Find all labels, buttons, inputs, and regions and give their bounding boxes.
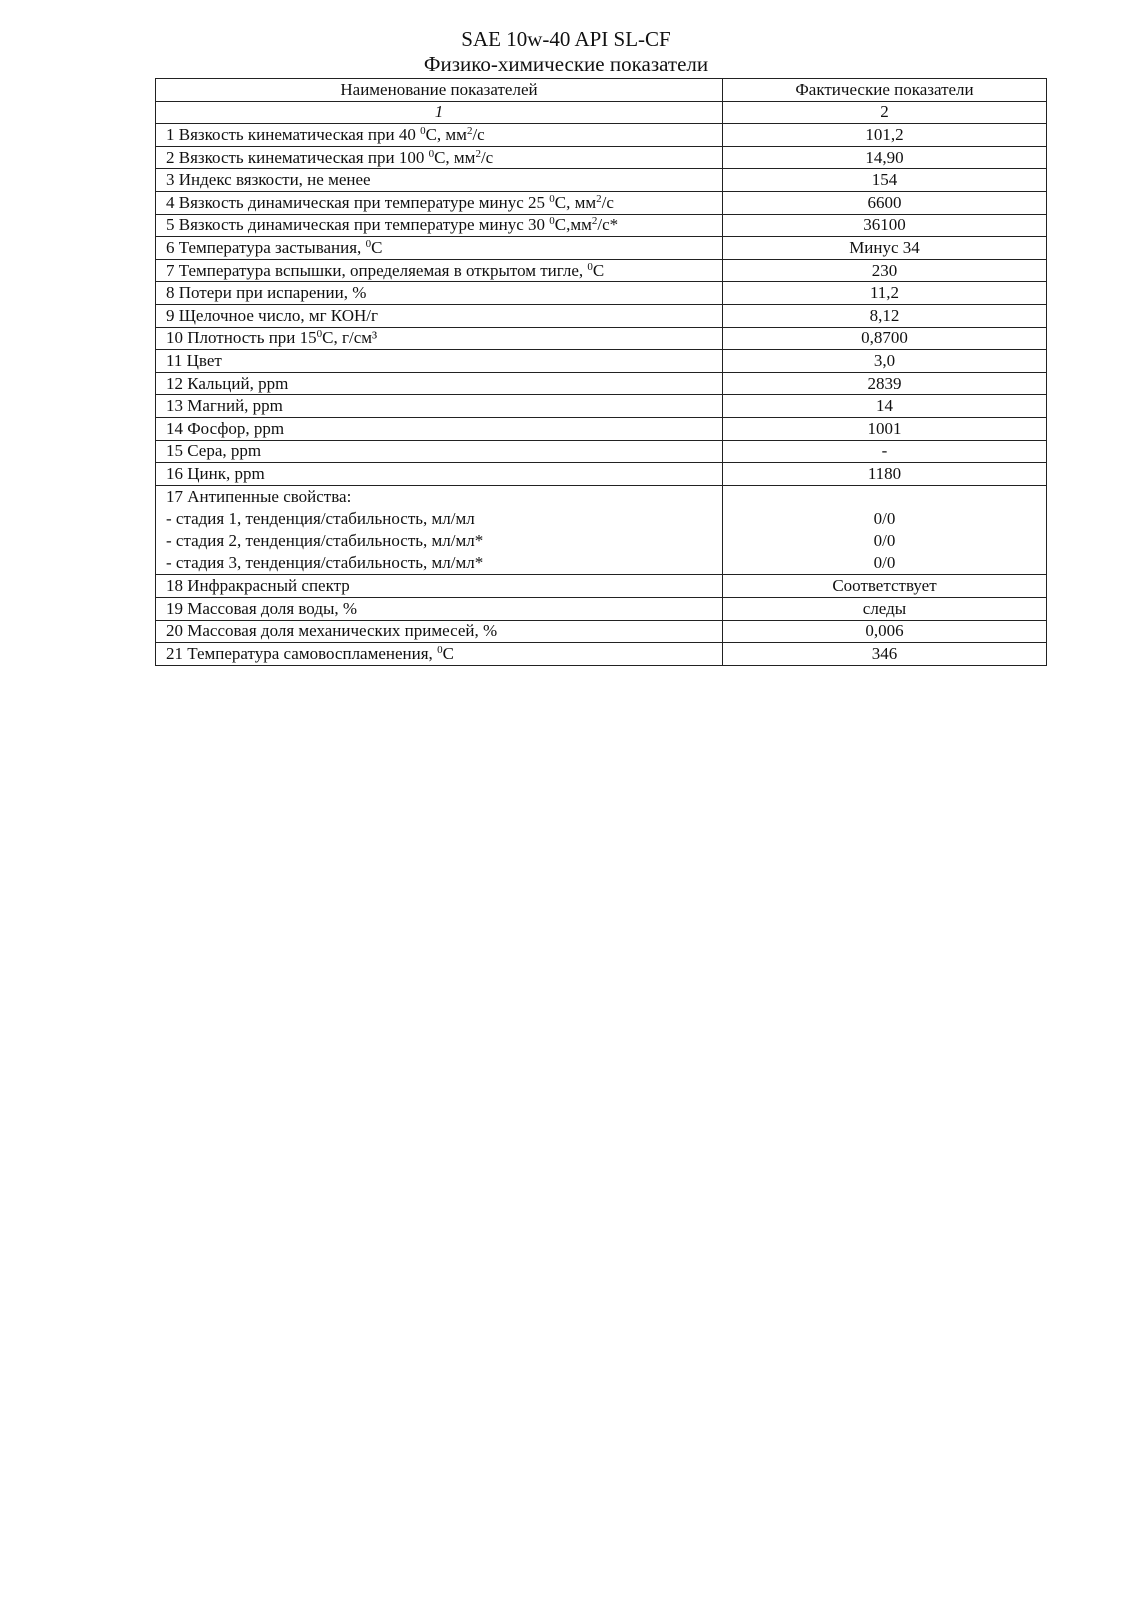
indicator-value	[723, 485, 1047, 575]
indicator-value: 0,006	[723, 620, 1047, 643]
table-row-antifoam	[156, 485, 1047, 575]
indicator-value: 0,8700	[723, 327, 1047, 350]
antifoam-value-blank	[733, 486, 1036, 508]
indicator-name	[156, 417, 723, 440]
indicator-text: С, г/см³	[322, 328, 378, 348]
indicator-text: 16 Цинк, ppm	[166, 463, 265, 483]
indicator-text: 20 Массовая доля механических примесей, %	[166, 621, 498, 641]
table-row	[156, 463, 1047, 486]
indicator-value: 154	[723, 169, 1047, 192]
table-row	[156, 598, 1047, 621]
indicator-text: 15 Сера, ppm	[166, 441, 262, 461]
indicator-text: С, мм	[425, 124, 467, 144]
indicator-name	[156, 124, 723, 147]
specs-table	[155, 78, 1047, 666]
indicator-name	[156, 304, 723, 327]
indicator-value: 14,90	[723, 146, 1047, 169]
superscript: 2	[596, 192, 602, 205]
superscript: 0	[420, 124, 426, 137]
column-number-row	[156, 101, 1047, 124]
indicator-value: 2839	[723, 372, 1047, 395]
table-row	[156, 304, 1047, 327]
indicator-text: 1 Вязкость кинематическая при 40	[166, 124, 421, 144]
indicator-name	[156, 485, 723, 575]
superscript: 0	[587, 260, 593, 273]
table-row	[156, 327, 1047, 350]
indicator-text: С,мм	[554, 215, 592, 235]
indicator-text: /с*	[597, 215, 619, 235]
indicator-text: 3 Индекс вязкости, не менее	[166, 170, 371, 190]
indicator-value: 11,2	[723, 282, 1047, 305]
indicator-text: 19 Массовая доля воды, %	[166, 598, 358, 618]
indicator-name	[156, 327, 723, 350]
indicator-name	[156, 350, 723, 373]
indicator-text: 13 Магний, ppm	[166, 396, 283, 416]
indicator-value: Минус 34	[723, 237, 1047, 260]
indicator-text: 12 Кальций, ppm	[166, 373, 289, 393]
superscript: 0	[549, 192, 555, 205]
table-row	[156, 282, 1047, 305]
header-name: Наименование показателей	[156, 79, 723, 102]
indicator-text: 10 Плотность при 15	[166, 328, 317, 348]
indicator-name	[156, 237, 723, 260]
indicator-name	[156, 395, 723, 418]
table-row	[156, 620, 1047, 643]
superscript: 0	[365, 237, 372, 250]
indicator-value: 1180	[723, 463, 1047, 486]
antifoam-stage-value: 0/0	[873, 531, 896, 551]
indicator-name	[156, 259, 723, 282]
indicator-name	[156, 372, 723, 395]
table-row	[156, 350, 1047, 373]
table-row	[156, 146, 1047, 169]
indicator-text: 9 Щелочное число, мг КОН/г	[166, 305, 378, 325]
indicator-name	[156, 620, 723, 643]
indicator-name	[156, 191, 723, 214]
table-header-row	[156, 79, 1047, 102]
table-row	[156, 417, 1047, 440]
indicator-value: 346	[723, 643, 1047, 666]
indicator-value: Соответствует	[723, 575, 1047, 598]
indicator-text: 21 Температура самовоспламенения,	[166, 644, 438, 664]
indicator-text: /с	[472, 124, 485, 144]
antifoam-stage-label: - стадия 2, тенденция/стабильность, мл/мл*	[166, 531, 484, 551]
superscript: 0	[437, 644, 443, 657]
antifoam-stage-value: 0/0	[873, 508, 896, 528]
table-row	[156, 124, 1047, 147]
column-number-1: 1	[156, 101, 723, 124]
table-row	[156, 372, 1047, 395]
superscript: 0	[549, 215, 555, 228]
indicator-value: 6600	[723, 191, 1047, 214]
indicator-text: С	[442, 644, 454, 664]
header-value: Фактические показатели	[723, 79, 1047, 102]
indicator-text: 5 Вязкость динамическая при температуре минус 30	[166, 215, 550, 235]
indicator-text: 18 Инфракрасный спектр	[166, 576, 350, 596]
indicator-value: 230	[723, 259, 1047, 282]
indicator-name	[156, 575, 723, 598]
indicator-text: С	[592, 260, 605, 280]
table-row	[156, 575, 1047, 598]
column-number-2: 2	[723, 101, 1047, 124]
superscript: 0	[428, 147, 435, 160]
indicator-text: С, мм	[554, 192, 597, 212]
indicator-name	[156, 643, 723, 666]
superscript: 0	[316, 328, 323, 341]
indicator-name	[156, 463, 723, 486]
indicator-text: 14 Фосфор, ppm	[166, 418, 285, 438]
indicator-text: /с	[480, 147, 494, 167]
indicator-name	[156, 282, 723, 305]
superscript: 2	[475, 147, 481, 160]
table-row	[156, 214, 1047, 237]
document-subtitle: Физико-химические показатели	[423, 52, 709, 76]
indicator-text: С	[371, 237, 383, 257]
indicator-value: -	[723, 440, 1047, 463]
table-row	[156, 395, 1047, 418]
indicator-name	[156, 598, 723, 621]
antifoam-stage-value: 0/0	[873, 553, 896, 573]
indicator-value: следы	[723, 598, 1047, 621]
indicator-text: 7 Температура вспышки, определяемая в открытом тигле,	[166, 260, 588, 280]
indicator-text: 2 Вязкость кинематическая при 100	[166, 147, 429, 167]
antifoam-label: 17 Антипенные свойства:	[166, 486, 352, 506]
indicator-name	[156, 214, 723, 237]
indicator-value: 101,2	[723, 124, 1047, 147]
table-row	[156, 643, 1047, 666]
indicator-text: 11 Цвет	[166, 350, 222, 370]
table-row	[156, 237, 1047, 260]
indicator-text: 4 Вязкость динамическая при температуре минус 25	[166, 192, 550, 212]
document-title: SAE 10w-40 API SL-CF	[461, 27, 671, 51]
table-row	[156, 259, 1047, 282]
antifoam-stage-label: - стадия 1, тенденция/стабильность, мл/мл	[166, 508, 475, 528]
superscript: 2	[591, 215, 598, 228]
indicator-name	[156, 169, 723, 192]
table-row	[156, 169, 1047, 192]
indicator-text: 6 Температура застывания,	[166, 237, 366, 257]
indicator-value: 3,0	[723, 350, 1047, 373]
table-row	[156, 440, 1047, 463]
superscript: 2	[466, 124, 473, 137]
indicator-text: 8 Потери при испарении, %	[166, 283, 367, 303]
indicator-value: 14	[723, 395, 1047, 418]
indicator-name	[156, 146, 723, 169]
indicator-text: С, мм	[434, 147, 476, 167]
indicator-value: 8,12	[723, 304, 1047, 327]
antifoam-stage-label: - стадия 3, тенденция/стабильность, мл/мл*	[166, 553, 484, 573]
table-row	[156, 191, 1047, 214]
indicator-text: /с	[601, 192, 614, 212]
indicator-name	[156, 440, 723, 463]
indicator-value: 1001	[723, 417, 1047, 440]
indicator-value: 36100	[723, 214, 1047, 237]
